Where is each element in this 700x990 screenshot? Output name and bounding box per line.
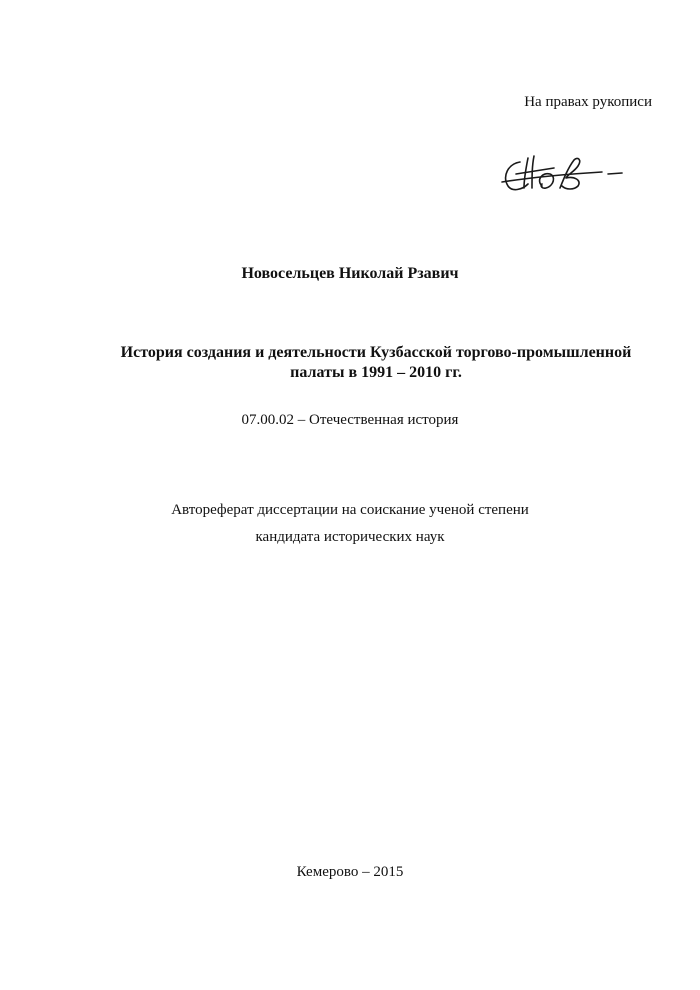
abstract-description — [0, 497, 700, 551]
dissertation-title — [80, 343, 672, 383]
title-line-2: палаты в 1991 – 2010 гг. — [290, 364, 462, 381]
manuscript-note: На правах рукописи — [524, 94, 652, 110]
title-line-1: История создания и деятельности Кузбасской торгово-промышленной — [120, 344, 632, 361]
place-and-year: Кемерово – 2015 — [296, 864, 404, 880]
author-name: Новосельцев Николай Рзавич — [241, 265, 459, 282]
abstract-line-2: кандидата исторических наук — [255, 529, 445, 545]
specialty-code: 07.00.02 – Отечественная история — [241, 412, 459, 428]
abstract-line-1: Автореферат диссертации на соискание ученой степени — [171, 502, 529, 518]
signature-icon — [498, 148, 628, 198]
